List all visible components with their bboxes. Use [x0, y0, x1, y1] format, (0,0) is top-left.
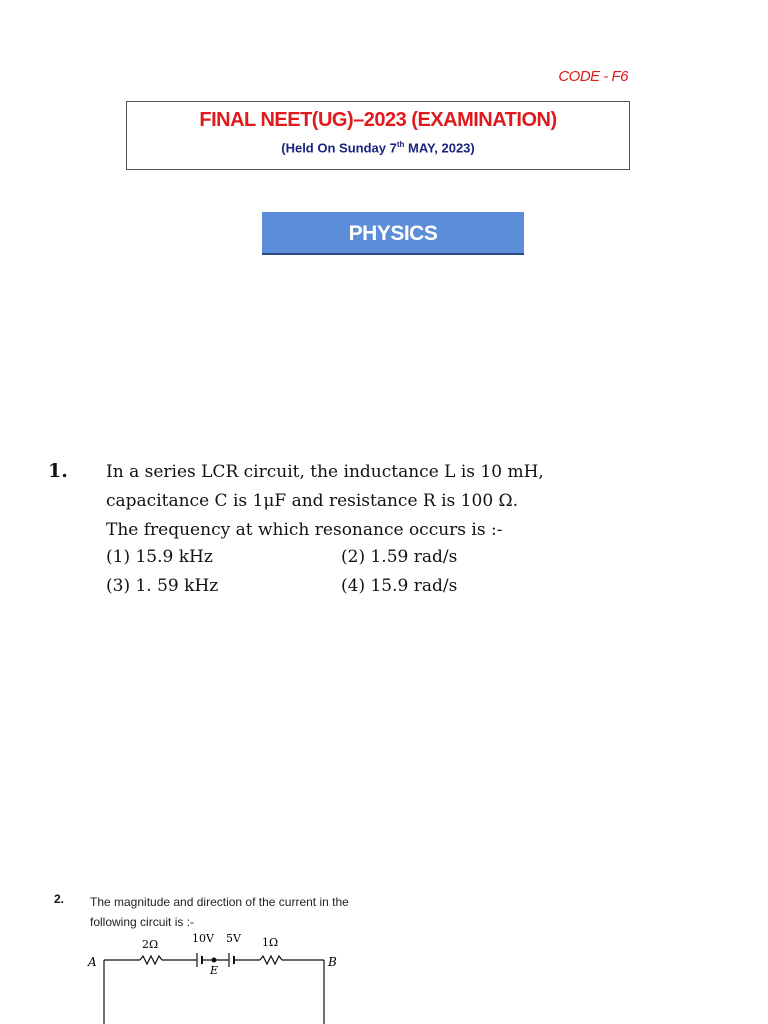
question-2-line-2: following circuit is :-: [90, 915, 195, 929]
exam-date-pre: (Held On Sunday 7: [281, 140, 397, 156]
option-3[interactable]: (3) 1. 59 kHz: [106, 576, 219, 596]
resistor-1: [140, 956, 162, 964]
exam-title: FINAL NEET(UG)–2023 (EXAMINATION): [199, 109, 557, 131]
question-1-line-3: The frequency at which resonance occurs is :-: [106, 520, 503, 540]
question-1-number: 1.: [48, 460, 68, 482]
battery-2-label: 5V: [226, 932, 241, 945]
battery-1-label: 10V: [192, 932, 214, 945]
question-1-line-1: In a series LCR circuit, the inductance L is 10 mH,: [106, 462, 544, 482]
option-1[interactable]: (1) 15.9 kHz: [106, 547, 213, 567]
subject-banner: PHYSICS: [262, 212, 524, 255]
resistor-2: [260, 956, 282, 964]
question-1-line-2: capacitance C is 1μF and resistance R is 100 Ω.: [106, 491, 519, 511]
node-b-label: B: [328, 955, 337, 969]
option-4[interactable]: (4) 15.9 rad/s: [341, 576, 458, 596]
circuit-diagram: [84, 928, 364, 1024]
question-2-number: 2.: [54, 892, 65, 906]
paper-code: CODE - F6: [558, 68, 628, 85]
exam-date-sup: th: [396, 140, 405, 149]
exam-date: [127, 140, 629, 155]
exam-title-box: [126, 101, 630, 170]
option-2[interactable]: (2) 1.59 rad/s: [341, 547, 458, 567]
question-2-line-1: The magnitude and direction of the current in the: [90, 895, 349, 909]
question-1-text: [106, 458, 586, 545]
node-e-label: E: [210, 964, 219, 977]
junction-e: [212, 958, 217, 963]
resistor-2-label: 1Ω: [262, 936, 279, 949]
question-2-text: [90, 892, 390, 932]
exam-date-post: MAY, 2023): [404, 140, 475, 156]
node-a-label: A: [88, 955, 97, 969]
resistor-1-label: 2Ω: [142, 938, 159, 951]
